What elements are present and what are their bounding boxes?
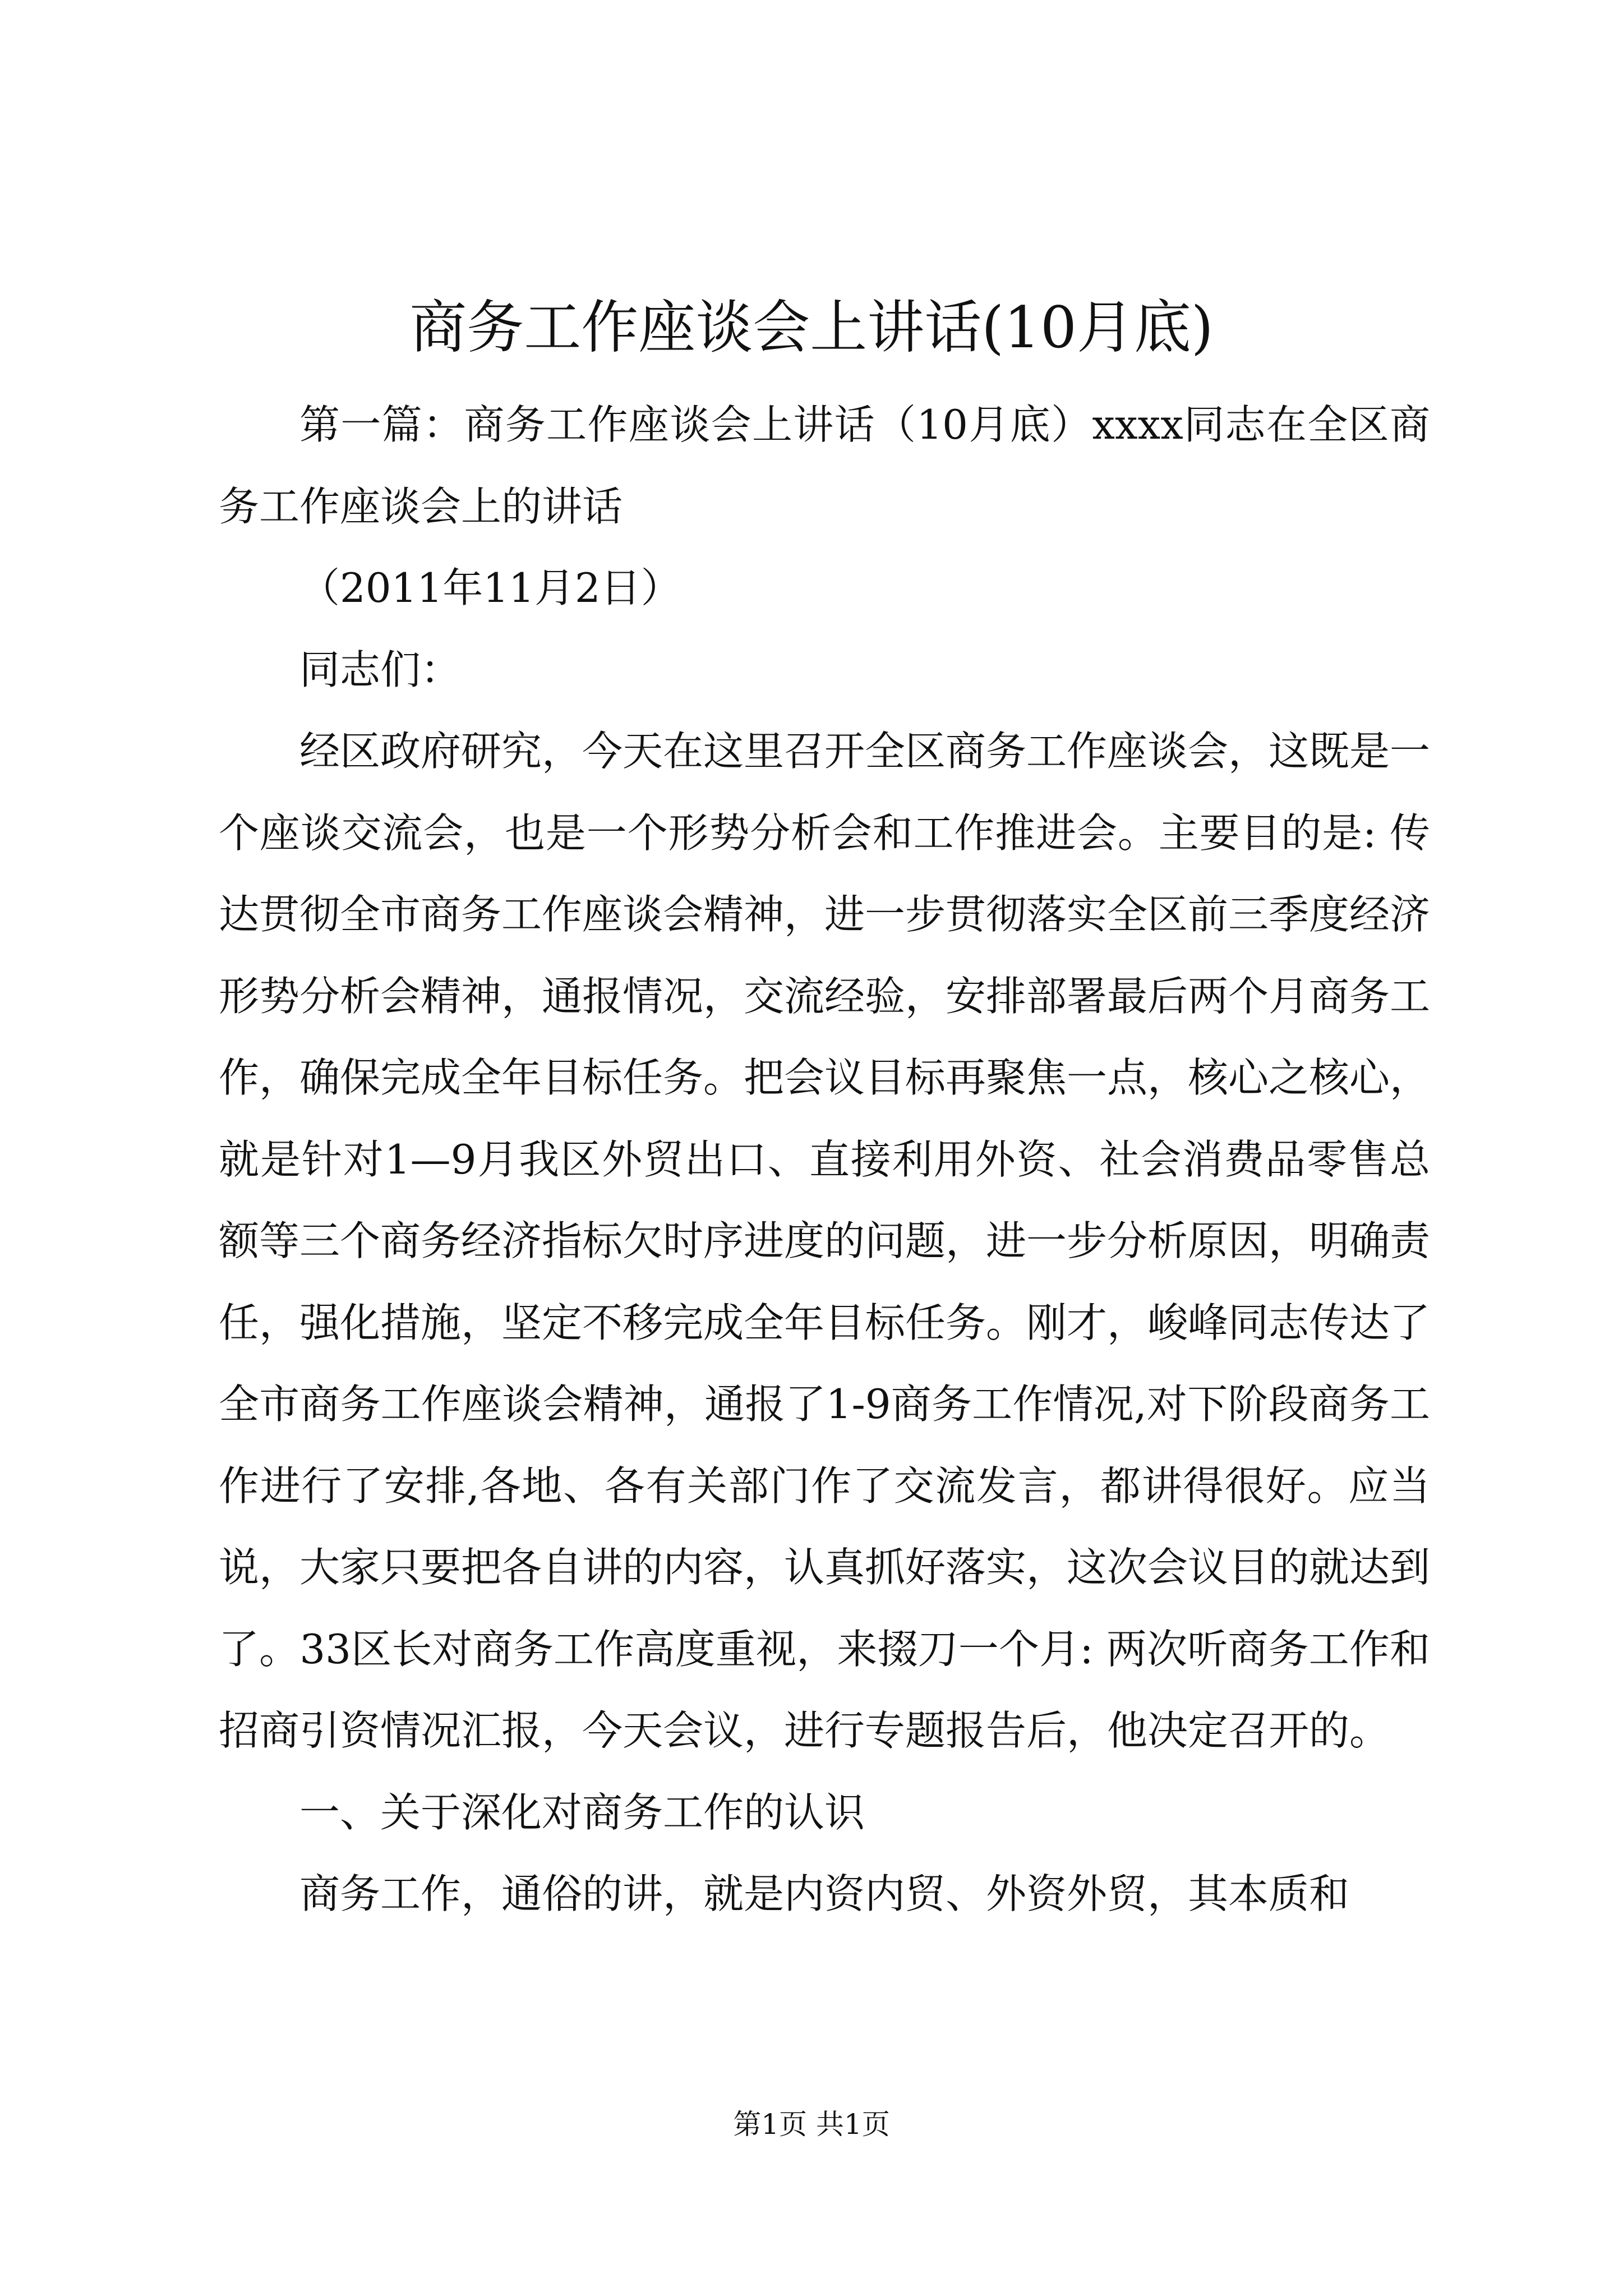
- document-body: [219, 384, 1430, 1935]
- paragraph-continuation: 商务工作，通俗的讲，就是内资内贸、外资外贸，其本质和: [299, 1870, 1350, 1917]
- document-title: 商务工作座谈会上讲话(10月底): [409, 295, 1214, 361]
- paragraph-date: （2011年11月2日）: [299, 564, 681, 611]
- paragraph-heading-line: 第一篇：商务工作座谈会上讲话（10月底）xxxx同志在全区商务工作座谈会上的讲话: [219, 401, 1430, 530]
- paragraph-salutation: 同志们：: [299, 646, 462, 693]
- page-number-footer: 第1页 共1页: [733, 2108, 890, 2141]
- section-heading: 一、关于深化对商务工作的认识: [299, 1788, 865, 1836]
- paragraph-main: 经区政府研究，今天在这里召开全区商务工作座谈会，这既是一个座谈交流会，也是一个形势分析会和工作推进会。主要目的是: 传达贯彻全市商务工作座谈会精神，进一步贯彻落实全区前三季度经济形势分析会精神，通报情况，交流经验，安排部署最后两个月商务工作，确保完成全年目标任务。把会议目标再聚焦一点，核心之核心，就是针对1—9月我区外贸出口、直接利用外资、社会消费品零售总额等三个商务经济指标欠时序进度的问题，进一步分析原因，明确责任，强化措施，坚定不移完成全年目标任务。刚才，峻峰同志传达了全市商务工作座谈会精神，通报了1-9商务工作情况,对下阶段商务工作进行了安排,各地、各有关部门作了交流发言，都讲得很好。应当说，大家只要把各自讲的内容，认真抓好落实，这次会议目的就达到了。33区长对商务工作高度重视，来掇刀一个月: 两次听商务工作和招商引资情况汇报，今天会议，进行专题报告后，他决定召开的。: [219, 728, 1431, 1754]
